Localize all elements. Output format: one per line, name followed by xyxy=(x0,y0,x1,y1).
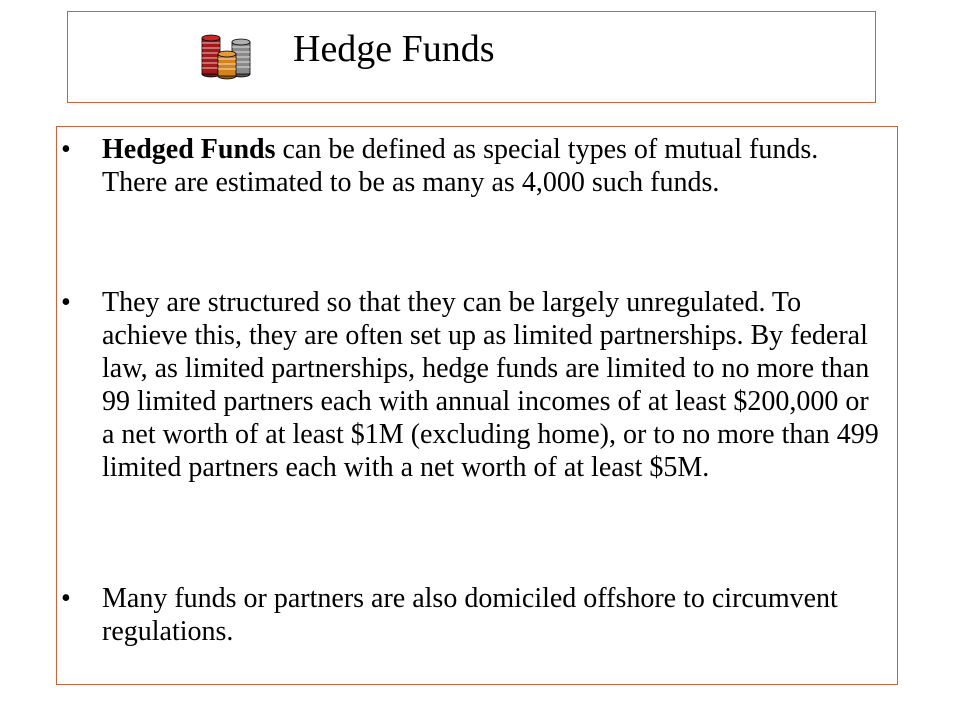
coins-stack-icon xyxy=(198,30,254,80)
bullet-lead-term: Hedged Funds xyxy=(102,134,276,165)
slide-title: Hedge Funds xyxy=(293,28,495,70)
bullet-marker: • xyxy=(61,134,71,165)
bullet-marker: • xyxy=(61,583,71,614)
bullet-body: can be defined as special types of mutual funds. There are estimated to be as many as 4,000 such funds. xyxy=(102,134,819,198)
bullet-text: They are structured so that they can be largely unregulated. To achieve this, they are often set up as limited partnerships. By federal law, as limited partnerships, hedge funds are limited to no more than 99 limited partners each with annual incomes of at least $200,000 or a net worth of at least $1M (excluding home), or to no more than 499 limited partners each with a net worth of at least $5M. xyxy=(102,287,879,483)
bullet-text xyxy=(102,133,887,199)
bullet-marker: • xyxy=(61,287,71,318)
bullet-text: Many funds or partners are also domiciled offshore to circumvent regulations. xyxy=(102,583,838,647)
content-box xyxy=(56,126,898,685)
